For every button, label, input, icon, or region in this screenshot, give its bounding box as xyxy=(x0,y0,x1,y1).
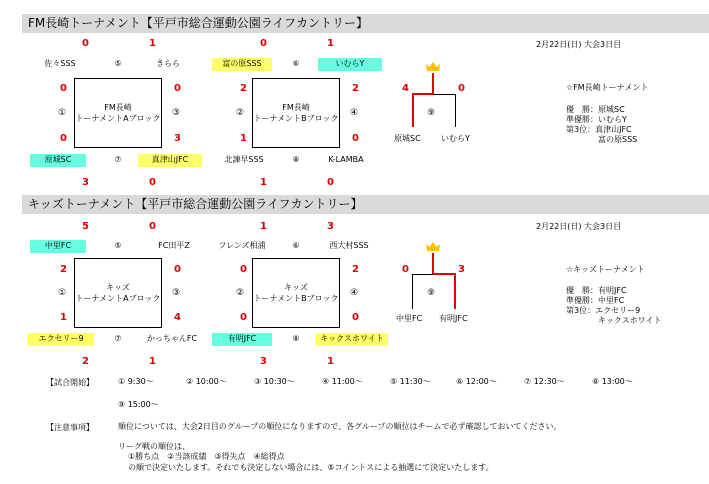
kids-mid-b-score-1: 0 xyxy=(240,264,247,275)
fm-right-score-1: 2 xyxy=(352,83,359,94)
kids-final-line-rdown xyxy=(454,273,456,309)
fm-result-title: ☆FM長崎トーナメント xyxy=(566,83,649,92)
fm-block-a-line1: FM長崎 xyxy=(104,103,132,112)
kids-left-score-1: 2 xyxy=(60,264,67,275)
fm-left-score-2: 0 xyxy=(60,133,67,144)
kids-mid-a-score-1: 0 xyxy=(174,264,181,275)
kids-match-3: ③ xyxy=(172,288,181,298)
kids-final-score-1: 0 xyxy=(402,264,409,275)
kids-bottom-score-2: 1 xyxy=(149,356,156,367)
fm-result-winner: 優 勝：原城SC xyxy=(566,105,625,114)
kids-match-2: ② xyxy=(236,288,245,298)
fm-final-line-rdown xyxy=(455,94,456,127)
fm-final-line-top xyxy=(432,73,434,95)
fm-bottom-score-2: 0 xyxy=(149,177,156,188)
fm-mid-a-score-1: 0 xyxy=(174,83,181,94)
kids-section-header: キッズトーナメント【平戸市総合運動公園ライフカントリー】 xyxy=(22,195,709,214)
kids-mid-b-score-2: 0 xyxy=(240,312,247,323)
kids-result-runner-up: 準優勝：中里FC xyxy=(566,296,625,305)
fm-block-a xyxy=(74,78,162,148)
notes-line-3: ①勝ち点 ②当該成績 ③得失点 ④総得点 xyxy=(128,452,285,461)
fm-team-sasa: 佐々SSS xyxy=(44,59,76,68)
fm-final-score-1: 4 xyxy=(402,83,409,94)
kids-final-line-left xyxy=(412,274,433,275)
notes-line-4: の順で決定いたします。それでも決定しない場合には、⑤コイントスによる抽選にて決定いたします。 xyxy=(128,463,494,472)
schedule-time-8: ⑧ 13:00～ xyxy=(592,377,633,386)
fm-result-third-2: 富の原SSS xyxy=(598,135,638,144)
fm-final-team-2: いむらY xyxy=(441,134,470,143)
kids-team-kacchan: かっちゃんFC xyxy=(146,334,198,343)
kids-top-score-1: 5 xyxy=(82,221,89,232)
fm-block-b-line1: FM長崎 xyxy=(282,103,310,112)
fm-match-4: ④ xyxy=(350,108,359,118)
fm-match-8: ⑧ xyxy=(292,155,300,164)
fm-right-score-2: 0 xyxy=(352,133,359,144)
kids-top-score-4: 3 xyxy=(327,221,334,232)
fm-team-imura: いむらY xyxy=(318,58,382,71)
kids-team-nishiomura: 西大村SSS xyxy=(329,241,369,250)
fm-result-third: 第3位：真津山JFC xyxy=(566,125,632,134)
fm-date: 2月22日(日) 大会3日目 xyxy=(536,40,622,49)
fm-final-score-2: 0 xyxy=(458,83,465,94)
fm-team-kirara: きらら xyxy=(156,59,180,68)
fm-match-6: ⑥ xyxy=(292,59,300,68)
fm-match-9: ⑨ xyxy=(427,108,436,118)
fm-block-b xyxy=(252,78,340,148)
kids-team-friends-ainoura: フレンズ相浦 xyxy=(218,241,266,250)
schedule-time-1: ① 9:30～ xyxy=(118,377,154,386)
fm-final-line-down xyxy=(412,93,414,127)
fm-final-line-left xyxy=(412,93,434,95)
fm-block-b-line2: トーナメントBブロック xyxy=(253,114,339,123)
fm-final-team-1: 原城SC xyxy=(394,134,421,143)
schedule-time-7: ⑦ 12:30～ xyxy=(524,377,565,386)
kids-final-score-2: 3 xyxy=(458,264,465,275)
fm-mid-b-score-1: 2 xyxy=(240,83,247,94)
kids-match-5: ⑤ xyxy=(114,241,122,250)
kids-top-score-2: 0 xyxy=(149,221,156,232)
kids-team-kicks-white: キックスホワイト xyxy=(316,333,388,346)
fm-top-score-3: 0 xyxy=(260,38,267,49)
kids-match-9: ⑨ xyxy=(427,288,436,298)
fm-bottom-score-1: 3 xyxy=(82,177,89,188)
kids-final-team-2: 有明JFC xyxy=(439,314,468,323)
kids-match-7: ⑦ xyxy=(114,334,122,343)
schedule-time-4: ④ 11:00～ xyxy=(322,377,363,386)
notes-line-2: リーグ戦の順位は、 xyxy=(118,442,190,451)
kids-mid-a-score-2: 4 xyxy=(174,312,181,323)
notes-label: 【注意事項】 xyxy=(46,423,94,432)
kids-match-4: ④ xyxy=(350,288,359,298)
kids-team-nakazato: 中里FC xyxy=(30,240,86,253)
schedule-label: 【試合開始】 xyxy=(46,378,94,387)
fm-block-a-line2: トーナメントAブロック xyxy=(75,114,161,123)
fm-match-7: ⑦ xyxy=(114,155,122,164)
notes-line-1: 順位については、大会2日目のグループの順位になりますので、各グループの順位はチームで必ず確認しておいてください。 xyxy=(118,422,562,431)
schedule-time-2: ② 10:00～ xyxy=(186,377,227,386)
kids-team-exceley9: エクセリー9 xyxy=(28,333,94,346)
kids-block-a-line2: トーナメントAブロック xyxy=(75,294,161,303)
kids-right-score-2: 0 xyxy=(352,312,359,323)
kids-match-6: ⑥ xyxy=(292,241,300,250)
fm-bottom-score-3: 1 xyxy=(260,177,267,188)
fm-match-2: ② xyxy=(236,108,245,118)
kids-block-a xyxy=(74,258,162,328)
kids-left-score-2: 1 xyxy=(60,312,67,323)
kids-right-score-1: 2 xyxy=(352,264,359,275)
kids-block-b-line1: キッズ xyxy=(284,283,308,292)
fm-final-line-right xyxy=(433,94,455,95)
kids-crown-icon xyxy=(426,242,440,251)
fm-left-score-1: 0 xyxy=(60,83,67,94)
fm-section-header: FM長崎トーナメント【平戸市総合運動公園ライフカントリー】 xyxy=(22,14,709,33)
kids-bottom-score-1: 2 xyxy=(82,356,89,367)
fm-top-score-2: 1 xyxy=(149,38,156,49)
fm-team-matsuyama: 真津山JFC xyxy=(138,154,202,167)
kids-final-team-1: 中里FC xyxy=(396,314,423,323)
kids-block-b-line2: トーナメントBブロック xyxy=(253,294,339,303)
fm-mid-a-score-2: 3 xyxy=(174,133,181,144)
fm-crown-icon xyxy=(426,62,440,71)
schedule-time-6: ⑥ 12:00～ xyxy=(456,377,497,386)
fm-bottom-score-4: 0 xyxy=(327,177,334,188)
kids-result-winner: 優 勝：有明JFC xyxy=(566,286,627,295)
kids-result-third: 第3位：エクセリー9 xyxy=(566,306,641,315)
fm-match-1: ① xyxy=(58,108,67,118)
kids-bottom-score-3: 3 xyxy=(260,356,267,367)
kids-final-line-down xyxy=(412,274,413,309)
kids-result-third-2: キックスホワイト xyxy=(598,316,662,325)
fm-top-score-4: 1 xyxy=(327,38,334,49)
kids-match-1: ① xyxy=(58,288,67,298)
fm-top-score-1: 0 xyxy=(82,38,89,49)
fm-match-5: ⑤ xyxy=(114,59,122,68)
fm-result-runner-up: 準優勝：いむらY xyxy=(566,115,627,124)
kids-result-title: ☆キッズトーナメント xyxy=(566,265,645,274)
kids-team-ariake: 有明JFC xyxy=(212,333,272,346)
kids-match-8: ⑧ xyxy=(292,334,300,343)
fm-team-kitaisahaya: 北諫早SSS xyxy=(224,155,264,164)
schedule-time-9: ⑨ 15:00～ xyxy=(118,400,159,409)
schedule-time-5: ⑤ 11:30～ xyxy=(390,377,431,386)
schedule-time-3: ③ 10:30～ xyxy=(254,377,295,386)
kids-block-b xyxy=(252,258,340,328)
kids-bottom-score-4: 1 xyxy=(327,356,334,367)
kids-final-line-right xyxy=(432,273,456,275)
fm-team-k-lamba: K-LAMBA xyxy=(328,155,364,164)
fm-mid-b-score-2: 1 xyxy=(240,133,247,144)
kids-block-a-line1: キッズ xyxy=(106,283,130,292)
fm-match-3: ③ xyxy=(172,108,181,118)
kids-final-line-top xyxy=(432,253,434,275)
fm-team-tominohara: 富の原SSS xyxy=(212,58,272,71)
kids-top-score-3: 1 xyxy=(260,221,267,232)
kids-team-fc-tabira: FC田平Z xyxy=(158,241,190,250)
kids-date: 2月22日(日) 大会3日目 xyxy=(536,222,622,231)
fm-team-harajo: 原城SC xyxy=(30,154,86,167)
